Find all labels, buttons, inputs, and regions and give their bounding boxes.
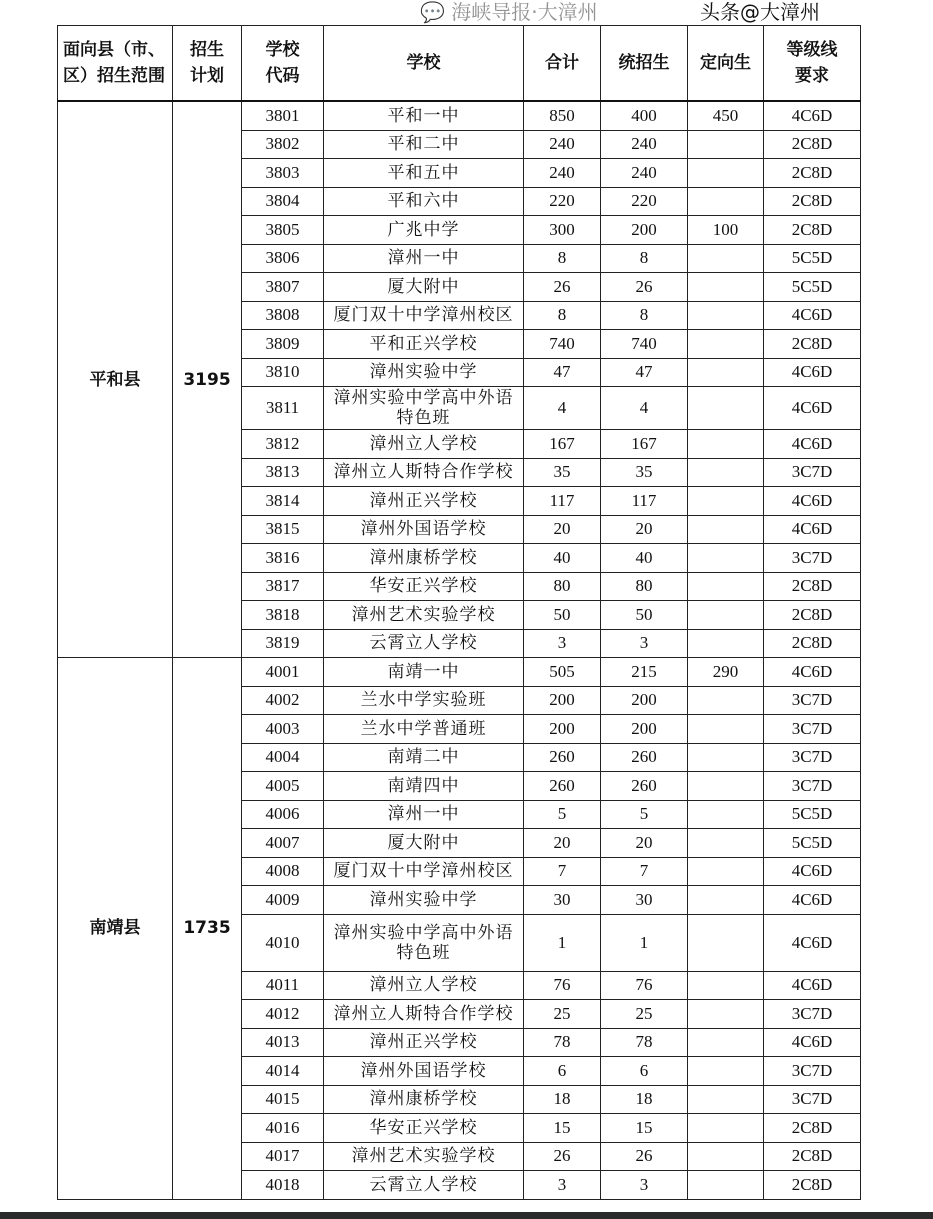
code-cell: 4009: [242, 886, 324, 915]
code-cell: 3801: [242, 101, 324, 130]
school-cell: 平和五中: [324, 159, 524, 188]
directed-cell: [688, 715, 764, 744]
unified-cell: 18: [601, 1085, 688, 1114]
total-cell: 3: [524, 1171, 601, 1200]
plan-cell: 3195: [173, 101, 242, 658]
code-cell: 4018: [242, 1171, 324, 1200]
school-cell: 厦大附中: [324, 829, 524, 858]
grade-cell: 2C8D: [764, 629, 861, 658]
school-cell: 南靖二中: [324, 743, 524, 772]
total-cell: 3: [524, 629, 601, 658]
unified-cell: 3: [601, 629, 688, 658]
grade-cell: 4C6D: [764, 387, 861, 430]
code-cell: 3817: [242, 572, 324, 601]
directed-cell: [688, 829, 764, 858]
unified-cell: 25: [601, 1000, 688, 1029]
total-cell: 5: [524, 800, 601, 829]
directed-cell: [688, 743, 764, 772]
unified-cell: 35: [601, 458, 688, 487]
toutiao-watermark: 头条@大漳州: [700, 0, 820, 24]
code-cell: 3813: [242, 458, 324, 487]
school-cell: 兰水中学普通班: [324, 715, 524, 744]
unified-cell: 220: [601, 187, 688, 216]
code-cell: 4013: [242, 1028, 324, 1057]
directed-cell: [688, 273, 764, 302]
school-cell: 漳州实验中学高中外语特色班: [324, 387, 524, 430]
grade-cell: 4C6D: [764, 971, 861, 1000]
school-cell: 厦大附中: [324, 273, 524, 302]
grade-cell: 4C6D: [764, 487, 861, 516]
directed-cell: [688, 1142, 764, 1171]
code-cell: 3806: [242, 244, 324, 273]
grade-cell: 3C7D: [764, 1000, 861, 1029]
grade-cell: 2C8D: [764, 1142, 861, 1171]
school-cell: 平和二中: [324, 130, 524, 159]
grade-cell: 5C5D: [764, 273, 861, 302]
grade-cell: 4C6D: [764, 301, 861, 330]
directed-cell: [688, 430, 764, 459]
total-cell: 200: [524, 686, 601, 715]
code-cell: 3803: [242, 159, 324, 188]
unified-cell: 200: [601, 216, 688, 245]
directed-cell: [688, 330, 764, 359]
school-cell: 漳州外国语学校: [324, 515, 524, 544]
bottom-bar: [0, 1212, 933, 1219]
code-cell: 3814: [242, 487, 324, 516]
unified-cell: 15: [601, 1114, 688, 1143]
unified-cell: 6: [601, 1057, 688, 1086]
total-cell: 30: [524, 886, 601, 915]
directed-cell: [688, 387, 764, 430]
grade-cell: 4C6D: [764, 358, 861, 387]
code-cell: 4012: [242, 1000, 324, 1029]
directed-cell: [688, 1171, 764, 1200]
directed-cell: [688, 301, 764, 330]
grade-cell: 4C6D: [764, 886, 861, 915]
code-cell: 4007: [242, 829, 324, 858]
school-cell: 厦门双十中学漳州校区: [324, 857, 524, 886]
directed-cell: [688, 971, 764, 1000]
total-cell: 260: [524, 743, 601, 772]
unified-cell: 80: [601, 572, 688, 601]
grade-cell: 2C8D: [764, 159, 861, 188]
grade-cell: 2C8D: [764, 130, 861, 159]
code-cell: 4008: [242, 857, 324, 886]
grade-cell: 4C6D: [764, 515, 861, 544]
directed-cell: 290: [688, 658, 764, 687]
code-cell: 4006: [242, 800, 324, 829]
school-cell: 漳州一中: [324, 244, 524, 273]
directed-cell: [688, 187, 764, 216]
unified-cell: 117: [601, 487, 688, 516]
school-cell: 平和六中: [324, 187, 524, 216]
unified-cell: 40: [601, 544, 688, 573]
total-cell: 20: [524, 829, 601, 858]
school-cell: 漳州立人学校: [324, 971, 524, 1000]
unified-cell: 26: [601, 1142, 688, 1171]
unified-cell: 215: [601, 658, 688, 687]
directed-cell: 100: [688, 216, 764, 245]
code-cell: 3816: [242, 544, 324, 573]
grade-cell: 3C7D: [764, 544, 861, 573]
unified-cell: 200: [601, 715, 688, 744]
school-cell: 漳州立人斯特合作学校: [324, 458, 524, 487]
grade-cell: 4C6D: [764, 658, 861, 687]
unified-cell: 30: [601, 886, 688, 915]
directed-cell: [688, 1085, 764, 1114]
total-cell: 4: [524, 387, 601, 430]
table-body: [58, 101, 861, 1199]
code-cell: 3804: [242, 187, 324, 216]
grade-cell: 3C7D: [764, 743, 861, 772]
school-cell: 漳州正兴学校: [324, 1028, 524, 1057]
school-cell: 漳州康桥学校: [324, 544, 524, 573]
school-cell: 云霄立人学校: [324, 1171, 524, 1200]
directed-cell: [688, 914, 764, 971]
directed-cell: [688, 1028, 764, 1057]
total-cell: 200: [524, 715, 601, 744]
total-cell: 740: [524, 330, 601, 359]
code-cell: 3815: [242, 515, 324, 544]
code-cell: 3809: [242, 330, 324, 359]
grade-cell: 4C6D: [764, 914, 861, 971]
total-cell: 1: [524, 914, 601, 971]
grade-cell: 4C6D: [764, 101, 861, 130]
header-region: 面向县（市、区）招生范围: [58, 26, 173, 102]
grade-cell: 2C8D: [764, 601, 861, 630]
total-cell: 78: [524, 1028, 601, 1057]
unified-cell: 78: [601, 1028, 688, 1057]
school-cell: 平和正兴学校: [324, 330, 524, 359]
code-cell: 3802: [242, 130, 324, 159]
directed-cell: [688, 886, 764, 915]
school-cell: 云霄立人学校: [324, 629, 524, 658]
code-cell: 3807: [242, 273, 324, 302]
total-cell: 15: [524, 1114, 601, 1143]
directed-cell: [688, 244, 764, 273]
total-cell: 167: [524, 430, 601, 459]
unified-cell: 740: [601, 330, 688, 359]
code-cell: 4001: [242, 658, 324, 687]
code-cell: 3805: [242, 216, 324, 245]
grade-cell: 5C5D: [764, 244, 861, 273]
total-cell: 240: [524, 159, 601, 188]
grade-cell: 3C7D: [764, 686, 861, 715]
directed-cell: [688, 686, 764, 715]
total-cell: 50: [524, 601, 601, 630]
unified-cell: 47: [601, 358, 688, 387]
unified-cell: 240: [601, 159, 688, 188]
school-cell: 漳州艺术实验学校: [324, 601, 524, 630]
total-cell: 260: [524, 772, 601, 801]
total-cell: 117: [524, 487, 601, 516]
total-cell: 80: [524, 572, 601, 601]
grade-cell: 5C5D: [764, 800, 861, 829]
code-cell: 4004: [242, 743, 324, 772]
school-cell: 漳州立人斯特合作学校: [324, 1000, 524, 1029]
grade-cell: 2C8D: [764, 572, 861, 601]
unified-cell: 7: [601, 857, 688, 886]
enrollment-table: [57, 25, 861, 1200]
code-cell: 4011: [242, 971, 324, 1000]
code-cell: 4005: [242, 772, 324, 801]
directed-cell: [688, 458, 764, 487]
directed-cell: 450: [688, 101, 764, 130]
total-cell: 26: [524, 273, 601, 302]
school-cell: 平和一中: [324, 101, 524, 130]
unified-cell: 8: [601, 301, 688, 330]
header-school: 学校: [324, 26, 524, 102]
school-cell: 漳州实验中学高中外语特色班: [324, 914, 524, 971]
code-cell: 3819: [242, 629, 324, 658]
grade-cell: 2C8D: [764, 330, 861, 359]
school-cell: 漳州康桥学校: [324, 1085, 524, 1114]
unified-cell: 4: [601, 387, 688, 430]
directed-cell: [688, 772, 764, 801]
unified-cell: 50: [601, 601, 688, 630]
school-cell: 漳州实验中学: [324, 358, 524, 387]
grade-cell: 5C5D: [764, 829, 861, 858]
school-cell: 兰水中学实验班: [324, 686, 524, 715]
code-cell: 3811: [242, 387, 324, 430]
grade-cell: 2C8D: [764, 187, 861, 216]
total-cell: 505: [524, 658, 601, 687]
total-cell: 8: [524, 301, 601, 330]
grade-cell: 3C7D: [764, 1085, 861, 1114]
header-directed: 定向生: [688, 26, 764, 102]
total-cell: 7: [524, 857, 601, 886]
total-cell: 47: [524, 358, 601, 387]
header-row: [58, 26, 861, 102]
grade-cell: 3C7D: [764, 715, 861, 744]
school-cell: 广兆中学: [324, 216, 524, 245]
wechat-watermark: [420, 1, 598, 23]
wechat-icon: 💬: [420, 0, 445, 24]
total-cell: 40: [524, 544, 601, 573]
directed-cell: [688, 800, 764, 829]
directed-cell: [688, 1000, 764, 1029]
wechat-watermark-text: 海峡导报·大漳州: [451, 0, 598, 24]
code-cell: 4010: [242, 914, 324, 971]
grade-cell: 3C7D: [764, 1057, 861, 1086]
grade-cell: 2C8D: [764, 1171, 861, 1200]
school-cell: 南靖一中: [324, 658, 524, 687]
directed-cell: [688, 544, 764, 573]
grade-cell: 4C6D: [764, 430, 861, 459]
directed-cell: [688, 130, 764, 159]
unified-cell: 26: [601, 273, 688, 302]
total-cell: 20: [524, 515, 601, 544]
directed-cell: [688, 159, 764, 188]
unified-cell: 400: [601, 101, 688, 130]
directed-cell: [688, 1057, 764, 1086]
directed-cell: [688, 515, 764, 544]
school-cell: 华安正兴学校: [324, 572, 524, 601]
code-cell: 4015: [242, 1085, 324, 1114]
unified-cell: 76: [601, 971, 688, 1000]
total-cell: 850: [524, 101, 601, 130]
unified-cell: 240: [601, 130, 688, 159]
directed-cell: [688, 601, 764, 630]
plan-cell: 1735: [173, 658, 242, 1200]
grade-cell: 4C6D: [764, 1028, 861, 1057]
school-cell: 漳州外国语学校: [324, 1057, 524, 1086]
header-unified: 统招生: [601, 26, 688, 102]
header-plan: 招生计划: [173, 26, 242, 102]
total-cell: 25: [524, 1000, 601, 1029]
table-row: [58, 658, 861, 687]
code-cell: 4003: [242, 715, 324, 744]
directed-cell: [688, 572, 764, 601]
grade-cell: 2C8D: [764, 216, 861, 245]
grade-cell: 2C8D: [764, 1114, 861, 1143]
unified-cell: 260: [601, 743, 688, 772]
unified-cell: 8: [601, 244, 688, 273]
total-cell: 26: [524, 1142, 601, 1171]
grade-cell: 3C7D: [764, 772, 861, 801]
school-cell: 厦门双十中学漳州校区: [324, 301, 524, 330]
school-cell: 漳州艺术实验学校: [324, 1142, 524, 1171]
total-cell: 8: [524, 244, 601, 273]
total-cell: 35: [524, 458, 601, 487]
school-cell: 漳州立人学校: [324, 430, 524, 459]
header-grade: 等级线要求: [764, 26, 861, 102]
header-code: 学校代码: [242, 26, 324, 102]
unified-cell: 5: [601, 800, 688, 829]
school-cell: 漳州实验中学: [324, 886, 524, 915]
directed-cell: [688, 629, 764, 658]
unified-cell: 200: [601, 686, 688, 715]
unified-cell: 20: [601, 829, 688, 858]
unified-cell: 3: [601, 1171, 688, 1200]
total-cell: 220: [524, 187, 601, 216]
school-cell: 漳州一中: [324, 800, 524, 829]
total-cell: 300: [524, 216, 601, 245]
grade-cell: 4C6D: [764, 857, 861, 886]
code-cell: 4002: [242, 686, 324, 715]
directed-cell: [688, 358, 764, 387]
region-cell: 南靖县: [58, 658, 173, 1200]
school-cell: 华安正兴学校: [324, 1114, 524, 1143]
directed-cell: [688, 1114, 764, 1143]
code-cell: 3808: [242, 301, 324, 330]
unified-cell: 1: [601, 914, 688, 971]
grade-cell: 3C7D: [764, 458, 861, 487]
school-cell: 南靖四中: [324, 772, 524, 801]
unified-cell: 167: [601, 430, 688, 459]
school-cell: 漳州正兴学校: [324, 487, 524, 516]
region-cell: 平和县: [58, 101, 173, 658]
code-cell: 4016: [242, 1114, 324, 1143]
total-cell: 76: [524, 971, 601, 1000]
total-cell: 18: [524, 1085, 601, 1114]
directed-cell: [688, 857, 764, 886]
table-row: [58, 101, 861, 130]
header-total: 合计: [524, 26, 601, 102]
directed-cell: [688, 487, 764, 516]
total-cell: 6: [524, 1057, 601, 1086]
code-cell: 4017: [242, 1142, 324, 1171]
code-cell: 3810: [242, 358, 324, 387]
code-cell: 3818: [242, 601, 324, 630]
unified-cell: 260: [601, 772, 688, 801]
total-cell: 240: [524, 130, 601, 159]
code-cell: 4014: [242, 1057, 324, 1086]
code-cell: 3812: [242, 430, 324, 459]
unified-cell: 20: [601, 515, 688, 544]
